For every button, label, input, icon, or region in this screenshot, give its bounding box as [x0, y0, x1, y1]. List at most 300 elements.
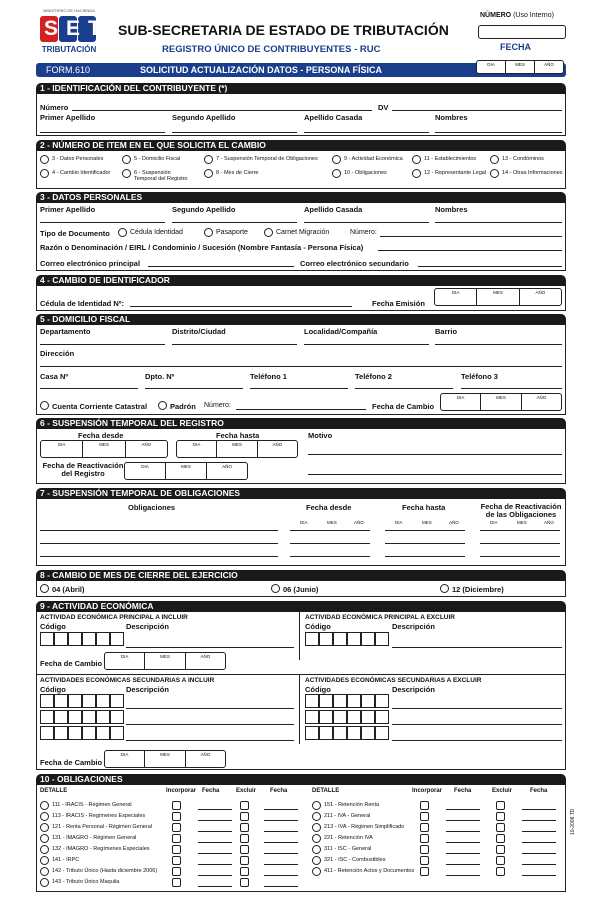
right-4-excluir-checkbox[interactable] [496, 834, 505, 843]
right-6-fecha-incorporar[interactable] [446, 864, 480, 865]
left-2-label: 113 - IRACIS - Regímenes Especiales [52, 813, 146, 819]
s3-field-primer-apellido[interactable] [40, 222, 165, 223]
s1-col-primer-apellido: Primer Apellido [40, 113, 96, 122]
right-4-fecha-incorporar[interactable] [446, 842, 480, 843]
section-2-header: 2 - NÚMERO DE ITEM EN EL QUE SOLICITA EL CAMBIO [36, 140, 566, 151]
page-title: SUB-SECRETARIA DE ESTADO DE TRIBUTACIÓN [118, 22, 449, 38]
padron-numero-label: Número: [204, 402, 231, 409]
logo-subtitle: TRIBUTACIÓN [41, 45, 97, 54]
fecha-emision-label: Fecha Emisión [372, 299, 425, 308]
left-8-label: 143 - Tributo Único Maquila [52, 879, 120, 885]
principal-incluir-label: ACTIVIDAD ECONÓMICA PRINCIPAL A INCLUIR [40, 614, 188, 621]
date-mes: MES [477, 289, 519, 305]
motivo-field-1[interactable] [308, 454, 562, 455]
left-7-radio[interactable] [40, 867, 49, 876]
left-5-label: 132 - IMAGRO - Regímenes Especiales [52, 846, 150, 852]
departamento-label: Departamento [40, 327, 91, 336]
right-6-fecha-excluir[interactable] [522, 864, 556, 865]
fecha-emision-field[interactable] [434, 288, 562, 306]
s10-right-incorporar: Incorporar [412, 788, 443, 794]
date-dia: DIA [41, 441, 83, 457]
left-1-radio[interactable] [40, 801, 49, 810]
barrio-field[interactable] [435, 344, 562, 345]
left-8-incorporar-checkbox[interactable] [172, 878, 181, 887]
right-6-incorporar-checkbox[interactable] [420, 856, 429, 865]
s6-desde-label: Fecha desde [78, 431, 124, 440]
principal-excluir-label: ACTIVIDAD ECONÓMICA PRINCIPAL A EXCLUIR [305, 614, 455, 621]
numero-field[interactable] [478, 25, 566, 39]
se-codigo-cell[interactable] [305, 710, 319, 724]
date-anio: AÑO [200, 654, 211, 659]
date-mes: MES [166, 463, 207, 479]
right-4-fecha-excluir[interactable] [522, 842, 556, 843]
s7-date-field-1-2[interactable] [385, 530, 465, 531]
section-3-header: 3 - DATOS PERSONALES [36, 192, 566, 203]
se-descripcion-field-3[interactable] [392, 740, 562, 741]
telefono2-field[interactable] [355, 388, 453, 389]
date-mes: MES [83, 441, 125, 457]
right-7-radio[interactable] [312, 867, 321, 876]
pe-codigo-cell[interactable] [333, 632, 347, 646]
right-1-radio[interactable] [312, 801, 321, 810]
section-8-header: 8 - CAMBIO DE MES DE CIERRE DEL EJERCICIO [36, 570, 566, 581]
s2-item-5-radio[interactable] [412, 155, 421, 164]
left-8-fecha-incorporar[interactable] [198, 886, 232, 887]
left-7-excluir-checkbox[interactable] [240, 867, 249, 876]
date-anio: AÑO [222, 464, 232, 469]
s1-field-segundo-apellido[interactable] [172, 132, 297, 133]
s1-field-primer-apellido[interactable] [40, 132, 165, 133]
section-7-header: 7 - SUSPENSIÓN TEMPORAL DE OBLIGACIONES [36, 488, 566, 499]
left-5-fecha-excluir[interactable] [264, 853, 298, 854]
se-codigo-cell[interactable] [319, 726, 333, 740]
s10-right-excluir: Excluir [492, 788, 513, 794]
right-1-excluir-checkbox[interactable] [496, 801, 505, 810]
localidad-label: Localidad/Compañía [304, 327, 378, 336]
right-1-fecha-excluir[interactable] [522, 809, 556, 810]
s7-col-reactivacion: Fecha de Reactivación de las Obligaciones [480, 502, 562, 519]
logo-text: SET [44, 17, 109, 40]
s9-fecha-cambio-field-2[interactable] [104, 750, 226, 768]
s7-date-part: MES [422, 520, 432, 525]
left-4-fecha-excluir[interactable] [264, 842, 298, 843]
pe-codigo-cell[interactable] [361, 632, 375, 646]
section-9-header: 9 - ACTIVIDAD ECONÓMICA [36, 601, 566, 612]
left-6-excluir-checkbox[interactable] [240, 856, 249, 865]
distrito-field[interactable] [172, 344, 297, 345]
right-5-fecha-excluir[interactable] [522, 853, 556, 854]
pe-codigo-cell[interactable] [347, 632, 361, 646]
right-4-label: 221 - Retención IVA [324, 835, 373, 841]
s2-item-11-radio[interactable] [412, 169, 421, 178]
dpto-field[interactable] [145, 388, 243, 389]
s6-hasta-label: Fecha hasta [216, 431, 260, 440]
left-8-fecha-excluir[interactable] [264, 886, 298, 887]
direccion-field[interactable] [40, 366, 562, 367]
s7-col-obligaciones: Obligaciones [128, 503, 176, 512]
date-dia: DIA [105, 653, 145, 669]
date-mes: MES [145, 653, 185, 669]
right-3-fecha-incorporar[interactable] [446, 831, 480, 832]
se-codigo-cell[interactable] [333, 710, 347, 724]
telefono1-label: Teléfono 1 [250, 372, 287, 381]
s6-desde-field[interactable] [40, 440, 168, 458]
se-codigo-cell[interactable] [347, 694, 361, 708]
left-5-incorporar-checkbox[interactable] [172, 845, 181, 854]
right-2-incorporar-checkbox[interactable] [420, 812, 429, 821]
right-5-fecha-incorporar[interactable] [446, 853, 480, 854]
date-anio: AÑO [272, 442, 283, 447]
s6-hasta-field[interactable] [176, 440, 298, 458]
footer-code: 10-2008.TD [570, 808, 576, 835]
se-codigo-cell[interactable] [361, 726, 375, 740]
pi-codigo-cell[interactable] [54, 632, 68, 646]
date-dia: DIA [177, 441, 217, 457]
s7-date-field-2-3[interactable] [480, 543, 560, 544]
dv-field[interactable] [392, 110, 562, 111]
reactivacion-field[interactable] [124, 462, 248, 480]
right-3-label: 213 - IVA - Régimen Simplificado [324, 824, 405, 830]
pi-descripcion-field[interactable] [126, 647, 294, 648]
se-descripcion-label: Descripción [392, 685, 435, 694]
pi-codigo-cell[interactable] [40, 632, 54, 646]
s2-item-6-label: 13 - Condóminos [502, 156, 544, 162]
s7-date-field-2-1[interactable] [290, 543, 370, 544]
date-anio: AÑO [536, 395, 547, 400]
right-5-incorporar-checkbox[interactable] [420, 845, 429, 854]
date-mes: MES [506, 61, 535, 73]
form-code: FORM.610 [46, 65, 91, 75]
right-5-radio[interactable] [312, 845, 321, 854]
date-dia: DIA [435, 289, 477, 305]
direccion-label: Dirección [40, 349, 75, 358]
right-2-fecha-incorporar[interactable] [446, 820, 480, 821]
padron-numero-field[interactable] [236, 409, 366, 410]
right-4-radio[interactable] [312, 834, 321, 843]
s1-field-apellido-casada[interactable] [304, 132, 429, 133]
pi-codigo-cell[interactable] [96, 632, 110, 646]
pi-codigo-cell[interactable] [110, 632, 124, 646]
s7-date-part: DIA [490, 520, 498, 525]
pi-codigo-cell[interactable] [68, 632, 82, 646]
departamento-field[interactable] [40, 344, 165, 345]
right-6-radio[interactable] [312, 856, 321, 865]
s2-item-9-label: 8 - Mes de Cierre [216, 170, 259, 176]
cedula-label: Cédula de Identidad Nº: [40, 299, 124, 308]
left-5-radio[interactable] [40, 845, 49, 854]
date-dia: DIA [441, 394, 481, 410]
s3-col-segundo-apellido: Segundo Apellido [172, 205, 236, 214]
si-descripcion-field-3[interactable] [126, 740, 294, 741]
right-4-incorporar-checkbox[interactable] [420, 834, 429, 843]
right-2-radio[interactable] [312, 812, 321, 821]
se-codigo-cell[interactable] [375, 726, 389, 740]
correo-principal-field[interactable] [148, 266, 294, 267]
left-1-fecha-incorporar[interactable] [198, 809, 232, 810]
s7-date-field-3-3[interactable] [480, 556, 560, 557]
left-2-fecha-excluir[interactable] [264, 820, 298, 821]
numero-note: (Uso Interno) [513, 12, 554, 19]
right-7-fecha-incorporar[interactable] [446, 875, 480, 876]
doc-pasaporte-radio[interactable] [204, 228, 213, 237]
left-8-radio[interactable] [40, 878, 49, 887]
cierre-abril-label: 04 (Abril) [52, 585, 85, 594]
telefono2-label: Teléfono 2 [355, 372, 392, 381]
s2-item-12-radio[interactable] [490, 169, 499, 178]
s3-col-apellido-casada: Apellido Casada [304, 205, 363, 214]
razon-field[interactable] [378, 250, 562, 251]
s5-fecha-cambio-field[interactable] [440, 393, 562, 411]
doc-carnet-radio[interactable] [264, 228, 273, 237]
s7-date-field-1-1[interactable] [290, 530, 370, 531]
left-6-radio[interactable] [40, 856, 49, 865]
left-3-fecha-incorporar[interactable] [198, 831, 232, 832]
s7-date-field-1-3[interactable] [480, 530, 560, 531]
left-2-fecha-incorporar[interactable] [198, 820, 232, 821]
pe-descripcion-field[interactable] [392, 647, 562, 648]
s2-item-3-label: 7 - Suspensión Temporal de Obligaciones [216, 156, 318, 162]
section-1-header: 1 - IDENTIFICACIÓN DEL CONTRIBUYENTE (*) [36, 83, 566, 94]
right-3-radio[interactable] [312, 823, 321, 832]
left-2-incorporar-checkbox[interactable] [172, 812, 181, 821]
secundarias-excluir-label: ACTIVIDADES ECONÓMICAS SECUNDARIAS A EXCLUIR [305, 677, 482, 684]
s2-item-1-label: 3 - Datos Personales [52, 156, 104, 162]
s2-item-1-radio[interactable] [40, 155, 49, 164]
fecha-label: FECHA [500, 42, 531, 52]
cedula-field[interactable] [130, 306, 352, 307]
padron-radio[interactable] [158, 401, 167, 410]
s7-date-field-3-2[interactable] [385, 556, 465, 557]
right-2-fecha-excluir[interactable] [522, 820, 556, 821]
pe-codigo-cell[interactable] [319, 632, 333, 646]
correo-secundario-label: Correo electrónico secundario [300, 259, 409, 268]
left-4-radio[interactable] [40, 834, 49, 843]
left-1-incorporar-checkbox[interactable] [172, 801, 181, 810]
right-5-excluir-checkbox[interactable] [496, 845, 505, 854]
se-descripcion-field-2[interactable] [392, 724, 562, 725]
cierre-abril-radio[interactable] [40, 584, 49, 593]
s2-item-8-radio[interactable] [122, 169, 131, 178]
cierre-diciembre-label: 12 (Diciembre) [452, 585, 504, 594]
right-2-excluir-checkbox[interactable] [496, 812, 505, 821]
si-descripcion-label: Descripción [126, 685, 169, 694]
left-4-excluir-checkbox[interactable] [240, 834, 249, 843]
s3-field-apellido-casada[interactable] [304, 222, 429, 223]
right-7-excluir-checkbox[interactable] [496, 867, 505, 876]
se-codigo-cell[interactable] [333, 694, 347, 708]
section-6-header: 6 - SUSPENSIÓN TEMPORAL DEL REGISTRO [36, 418, 566, 429]
doc-cedula-radio[interactable] [118, 228, 127, 237]
si-descripcion-field-2[interactable] [126, 724, 294, 725]
dpto-label: Dpto. Nº [145, 372, 175, 381]
casa-field[interactable] [40, 388, 138, 389]
doc-numero-field[interactable] [380, 236, 562, 237]
pe-descripcion-label: Descripción [392, 622, 435, 631]
s3-field-segundo-apellido[interactable] [172, 222, 297, 223]
s9-fecha-cambio-label-1: Fecha de Cambio [40, 659, 103, 668]
numero-field[interactable] [72, 110, 372, 111]
si-descripcion-field-1[interactable] [126, 708, 294, 709]
left-5-fecha-incorporar[interactable] [198, 853, 232, 854]
s7-obligacion-field-3[interactable] [40, 556, 278, 557]
right-7-incorporar-checkbox[interactable] [420, 867, 429, 876]
s7-col-desde: Fecha desde [306, 503, 352, 512]
left-3-excluir-checkbox[interactable] [240, 823, 249, 832]
s3-field-nombres[interactable] [435, 222, 562, 223]
right-6-excluir-checkbox[interactable] [496, 856, 505, 865]
left-6-fecha-incorporar[interactable] [198, 864, 232, 865]
right-1-label: 151 - Retención Renta [324, 802, 380, 808]
cierre-diciembre-radio[interactable] [440, 584, 449, 593]
right-5-label: 311 - ISC - General [324, 846, 372, 852]
correo-principal-label: Correo electrónico principal [40, 259, 141, 268]
s2-item-11-label: 12 - Representante Legal [424, 170, 487, 176]
s7-date-field-2-2[interactable] [385, 543, 465, 544]
left-7-label: 142 - Tributo Único (Hasta diciembre 2006) [52, 868, 158, 874]
s2-item-7-label: 4 - Cambio Identificador [52, 170, 111, 176]
se-descripcion-field-1[interactable] [392, 708, 562, 709]
left-2-excluir-checkbox[interactable] [240, 812, 249, 821]
s9-fecha-cambio-label-2: Fecha de Cambio [40, 758, 103, 767]
numero-label: NÚMERO [480, 12, 512, 19]
s2-item-3-radio[interactable] [204, 155, 213, 164]
date-mes: MES [145, 751, 185, 767]
left-1-excluir-checkbox[interactable] [240, 801, 249, 810]
motivo-field-2[interactable] [308, 474, 562, 475]
s1-col-nombres: Nombres [435, 113, 468, 122]
left-7-fecha-excluir[interactable] [264, 875, 298, 876]
telefono1-field[interactable] [250, 388, 348, 389]
se-codigo-cell[interactable] [361, 694, 375, 708]
pe-codigo-label: Código [305, 622, 331, 631]
pi-codigo-cell[interactable] [82, 632, 96, 646]
left-2-radio[interactable] [40, 812, 49, 821]
correo-secundario-field[interactable] [418, 266, 562, 267]
left-5-excluir-checkbox[interactable] [240, 845, 249, 854]
section-4-header: 4 - CAMBIO DE IDENTIFICADOR [36, 275, 566, 286]
right-1-incorporar-checkbox[interactable] [420, 801, 429, 810]
s2-item-4-radio[interactable] [332, 155, 341, 164]
left-6-fecha-excluir[interactable] [264, 864, 298, 865]
casa-label: Casa Nº [40, 372, 69, 381]
date-anio: AÑO [535, 290, 546, 295]
s2-item-4-label: 9 - Actividad Económica [344, 156, 403, 162]
right-6-label: 321 - ISC - Combustibles [324, 857, 386, 863]
s1-col-apellido-casada: Apellido Casada [304, 113, 363, 122]
left-8-excluir-checkbox[interactable] [240, 878, 249, 887]
tipo-documento-label: Tipo de Documento [40, 229, 110, 238]
date-mes: MES [217, 441, 257, 457]
left-3-incorporar-checkbox[interactable] [172, 823, 181, 832]
s7-obligacion-field-2[interactable] [40, 543, 278, 544]
right-7-label: 411 - Retención Actos y Documentos [324, 868, 415, 874]
cierre-junio-radio[interactable] [271, 584, 280, 593]
pe-codigo-cell[interactable] [375, 632, 389, 646]
localidad-field[interactable] [304, 344, 429, 345]
s7-date-part: DIA [300, 520, 308, 525]
left-4-fecha-incorporar[interactable] [198, 842, 232, 843]
numero-uso-interno [480, 12, 554, 19]
secundarias-incluir-label: ACTIVIDADES ECONÓMICAS SECUNDARIAS A INCLUIR [40, 677, 215, 684]
s7-date-part: MES [517, 520, 527, 525]
s10-right-detalle: DETALLE [312, 788, 340, 794]
reactivacion-label: Fecha de Reactivación del Registro [42, 461, 124, 478]
barrio-label: Barrio [435, 327, 458, 336]
se-codigo-cell[interactable] [319, 694, 333, 708]
s7-date-field-3-1[interactable] [290, 556, 370, 557]
s9-fecha-cambio-field-1[interactable] [104, 652, 226, 670]
s2-item-6-radio[interactable] [490, 155, 499, 164]
doc-numero-label: Número: [350, 229, 377, 236]
left-3-fecha-excluir[interactable] [264, 831, 298, 832]
section-10-header: 10 - OBLIGACIONES [36, 774, 566, 785]
s7-col-hasta: Fecha hasta [402, 503, 446, 512]
right-3-incorporar-checkbox[interactable] [420, 823, 429, 832]
header-date-field[interactable] [476, 60, 564, 74]
cierre-junio-label: 06 (Junio) [283, 585, 319, 594]
s10-right-fecha-exc: Fecha [530, 788, 548, 794]
se-codigo-cell[interactable] [319, 710, 333, 724]
left-7-fecha-incorporar[interactable] [198, 875, 232, 876]
s2-item-8-label: 6 - Suspensión Temporal del Registro [134, 170, 188, 182]
dv-label: DV [378, 103, 389, 112]
s3-col-primer-apellido: Primer Apellido [40, 205, 96, 214]
left-4-incorporar-checkbox[interactable] [172, 834, 181, 843]
s7-date-part: AÑO [449, 520, 459, 525]
right-7-fecha-excluir[interactable] [522, 875, 556, 876]
right-3-fecha-excluir[interactable] [522, 831, 556, 832]
pe-codigo-cell[interactable] [305, 632, 319, 646]
s2-item-2-radio[interactable] [122, 155, 131, 164]
se-codigo-cell[interactable] [305, 694, 319, 708]
se-codigo-cell[interactable] [305, 726, 319, 740]
doc-carnet-label: Carnet Migración [276, 229, 330, 236]
date-anio: AÑO [544, 62, 554, 67]
s2-item-12-label: 14 - Otras Informaciones [502, 170, 563, 176]
s2-item-10-label: 10 - Obligaciones [344, 170, 387, 176]
s7-date-part: AÑO [354, 520, 364, 525]
right-3-excluir-checkbox[interactable] [496, 823, 505, 832]
cta-catastral-radio[interactable] [40, 401, 49, 410]
s2-item-9-radio[interactable] [204, 169, 213, 178]
si-codigo-label: Código [40, 685, 66, 694]
s2-item-7-radio[interactable] [40, 169, 49, 178]
left-1-fecha-excluir[interactable] [264, 809, 298, 810]
left-6-incorporar-checkbox[interactable] [172, 856, 181, 865]
se-codigo-cell[interactable] [347, 710, 361, 724]
se-codigo-cell[interactable] [333, 726, 347, 740]
s10-left-fecha-inc: Fecha [202, 788, 220, 794]
date-dia: DIA [125, 463, 166, 479]
date-dia: DIA [477, 61, 506, 73]
s7-date-part: MES [327, 520, 337, 525]
se-codigo-cell[interactable] [375, 694, 389, 708]
left-7-incorporar-checkbox[interactable] [172, 867, 181, 876]
right-1-fecha-incorporar[interactable] [446, 809, 480, 810]
s2-item-5-label: 11 - Establecimientos [424, 156, 477, 162]
s7-obligacion-field-1[interactable] [40, 530, 278, 531]
s1-field-nombres[interactable] [435, 132, 562, 133]
left-3-radio[interactable] [40, 823, 49, 832]
se-codigo-cell[interactable] [361, 710, 375, 724]
se-codigo-cell[interactable] [347, 726, 361, 740]
doc-cedula-label: Cédula Identidad [130, 229, 183, 236]
cta-catastral-label: Cuenta Corriente Catastral [52, 402, 148, 411]
se-codigo-cell[interactable] [375, 710, 389, 724]
s2-item-10-radio[interactable] [332, 169, 341, 178]
logo: MINISTERIO DE HACIENDA SET TRIBUTACIÓN [38, 8, 100, 56]
telefono3-field[interactable] [461, 388, 562, 389]
